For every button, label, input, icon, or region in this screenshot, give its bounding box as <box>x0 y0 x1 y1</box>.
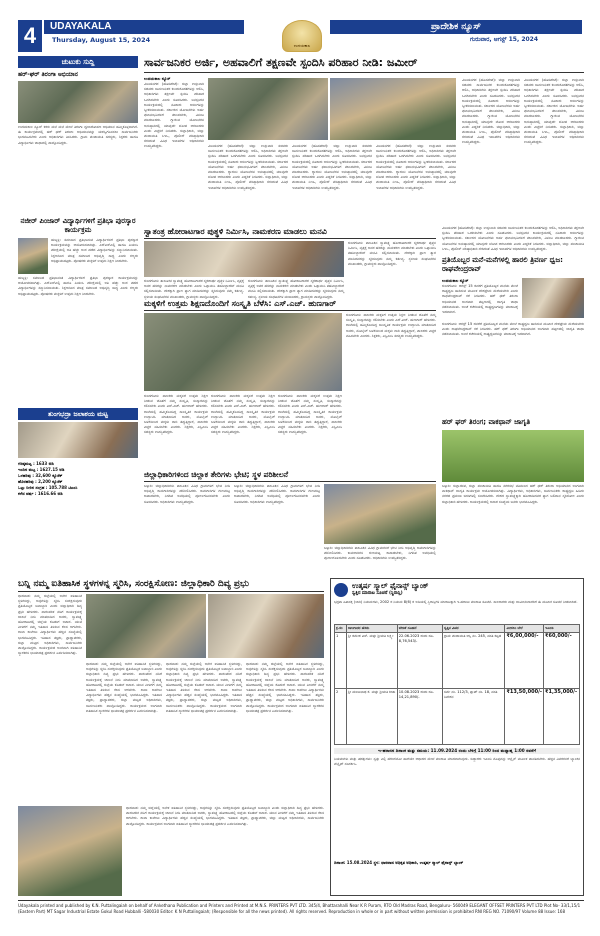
story2-text-2: ಕುಂದಗೋಳ: ತಾಲೂಕಿನ ಸ್ವಾತಂತ್ರ್ಯ ಹೋರಾಟಗಾರರ ಸ್ಮರಣಾರ್ಥ ಪುತ್ಥಳಿ ನಿರ್ಮಿಸಿ, ವೃತ್ತಕ್ಕೆ ಅವರ ಹೆಸರನ್ನು ನಾಮಕರಣ ಮಾಡಬೇಕು ಎಂದು ಒತ್ತಾಯಿಸಿ ತಹಸೀಲ್ದಾರರಿಗೆ ಮನವಿ ಸಲ್ಲಿಸಲಾಯಿತು. ದೇಶಕ್ಕಾಗಿ ಪ್ರಾಣ ತ್ಯಾಗ ಮಾಡಿದವರನ್ನು ಸ್ಮರಿಸುವುದು ನಮ್ಮ ಕರ್ತವ್ಯ. ಸ್ಥಳೀಯ ಸಂಘಟನೆಗಳ ಮುಖಂಡರು, ಗ್ರಾಮಸ್ಥರು ಪಾಲ್ಗೊಂಡಿದ್ದರು. <box>248 279 344 299</box>
bank-logo <box>334 583 348 597</box>
dam-line: ಒಳಹರಿವು : 32,600 ಕ್ಯೂಸೆಕ್ <box>18 473 63 478</box>
story2-photo <box>144 241 344 277</box>
story3-text-1: ಕುಂದಗೋಳ: ಪಾಲಕರು ಮಕ್ಕಳಿಗೆ ಉತ್ತಮ ಶಿಕ್ಷಣ ನೀಡುವ ಜೊತೆಗೆ ನಮ್ಮ ಸಂಸ್ಕೃತಿ, ಸಂಸ್ಕಾರವನ್ನು ಕಲಿಸಬೇಕು ಎಂದು ಎಸ್.ಎಚ್. ಹುಣಗಾರ್ ಹೇಳಿದರು. ಶಾಲೆಯಲ್ಲಿ ಹಮ್ಮಿಕೊಂಡಿದ್ದ ಸಾಂಸ್ಕೃತಿಕ ಕಾರ್ಯಕ್ರಮ ಉದ್ಘಾಟಿಸಿ ಮಾತನಾಡಿದ ಅವರು, ಮೊಬೈಲ್ ಬಳಕೆಯಿಂದ ಮಕ್ಕಳು ದಾರಿ ತಪ್ಪುತ್ತಿದ್ದಾರೆ, ಪಾಲಕರು ಎಚ್ಚರ ವಹಿಸಬೇಕು ಎಂದರು. ಶಿಕ್ಷಕರು, ಎಸ್ಡಿಎಂಸಿ ಸದಸ್ಯರು ಉಪಸ್ಥಿತರಿದ್ದರು. <box>144 394 208 435</box>
dam-line: ಹೊರಹರಿವು : 2,200 ಕ್ಯೂಸೆಕ್ <box>18 479 63 484</box>
imprint-footer: Udayakala printed and published by K.N. Puttalingaiah on behalf of Ankethana Publication and Printers and Printed at M.N.S. PRINTERS PVT LTD. 345/4, Bhattarahalli Near K R Puram, RTO Old Madras Road, Bengaluru- 560049 ELEGANT OFFSET PRINTERS PVT LTD Plot No- 33/1,15/1 (Eastern Part) MT Sagar Industrial Estate Gokul Road Hubballi -580030 Editor: K N Puttalingaiah; (Responsible for all the news printed). All rights reserved. Reproduction in whole or in part without written permission is prohibited RNI REG NO. 71090/97 Volume 88 Issue: 168 <box>18 900 584 924</box>
page-number: 4 <box>23 23 37 48</box>
ad-col-header: ಕ್ರ.ಸಂ <box>335 625 347 633</box>
bottom-text-4: ಧಾರವಾಡ: ನಮ್ಮ ಜಿಲ್ಲೆಯಲ್ಲಿ ಅನೇಕ ಐತಿಹಾಸಿಕ ಸ್ಥಳಗಳಿದ್ದು, ಅವುಗಳನ್ನು ಸ್ಮರಿಸಿ ಸಂರಕ್ಷಿಸುವುದು ಪ್ರತಿಯೊಬ್ಬರ ಜವಾಬ್ದಾರಿ ಎಂದು ಜಿಲ್ಲಾಧಿಕಾರಿ ದಿವ್ಯ ಪ್ರಭು ಹೇಳಿದರು. ಪಾರಂಪರಿಕ ನಡಿಗೆ ಕಾರ್ಯಕ್ರಮಕ್ಕೆ ಚಾಲನೆ ನೀಡಿ ಮಾತನಾಡಿದ ಅವರು, ಸ್ವಾತಂತ್ರ್ಯ ಹೋರಾಟದಲ್ಲಿ ಜಿಲ್ಲೆಯ ಕೊಡುಗೆ ಅಪಾರ. ಯುವ ಪೀಳಿಗೆಗೆ ನಮ್ಮ ಇತಿಹಾಸ ತಿಳಿಸುವ ಕೆಲಸ ಆಗಬೇಕು. ಶಾಲಾ ಕಾಲೇಜು ವಿದ್ಯಾರ್ಥಿಗಳು ಹೆಚ್ಚಿನ ಸಂಖ್ಯೆಯಲ್ಲಿ ಭಾಗವಹಿಸಿದ್ದರು. ಇತಿಹಾಸ ತಜ್ಞರು, ಪ್ರಾಧ್ಯಾಪಕರು, ಜಿಲ್ಲಾ ಮಟ್ಟದ ಅಧಿಕಾರಿಗಳು, ಸಾರ್ವಜನಿಕರು ಪಾಲ್ಗೊಂಡಿದ್ದರು. ಕಾರ್ಯಕ್ರಮದ ಅಂಗವಾಗಿ ಐತಿಹಾಸಿಕ ಸ್ಮಾರಕಗಳ ಛಾಯಾಚಿತ್ರ ಪ್ರದರ್ಶನ ಏರ್ಪಡಿಸಲಾಗಿತ್ತು. <box>246 662 324 713</box>
short-news-title: ಚುಟುಕು ಸುದ್ದಿ <box>18 56 138 68</box>
kannada-name-bar <box>330 20 582 34</box>
page-number-box <box>18 20 42 52</box>
emblem <box>282 20 322 52</box>
ad-table <box>334 624 580 745</box>
kannada-date: ಗುರುವಾರ, ಆಗಸ್ಟ್ 15, 2024 <box>470 36 539 43</box>
ad-cell: 1 <box>335 633 347 689</box>
left-text-2a: ಹುಬ್ಬಳ್ಳಿ: ಸಮಾಜದ ಪ್ರತಿಭಾವಂತ ವಿದ್ಯಾರ್ಥಿಗಳಿಗೆ ಪ್ರತಿಭಾ ಪುರಸ್ಕಾರ ಕಾರ್ಯಕ್ರಮವನ್ನು ಆಯೋಜಿಸಲಾಗಿತ್ತು. ಎಸ್ಎಸ್ಎಲ್ಸಿ ಹಾಗೂ ಪಿಯುಸಿ ಪರೀಕ್ಷೆಯಲ್ಲಿ ಅತಿ ಹೆಚ್ಚು ಅಂಕ ಪಡೆದ ವಿದ್ಯಾರ್ಥಿಗಳನ್ನು ಸನ್ಮಾನಿಸಲಾಯಿತು. ಶಿಕ್ಷಣದಿಂದ ಮಾತ್ರ ಸಮಾಜದ ಅಭಿವೃದ್ಧಿ ಸಾಧ್ಯ ಎಂದು ಗಣ್ಯರು ಅಭಿಪ್ರಾಯಪಟ್ಟರು. ಪೋಷಕರು ಮಕ್ಕಳಿಗೆ ಉತ್ತಮ ಶಿಕ್ಷಣ ನೀಡಬೇಕು. <box>51 238 138 263</box>
bottom-photo-1 <box>86 594 206 658</box>
story3-text-2: ಕುಂದಗೋಳ: ಪಾಲಕರು ಮಕ್ಕಳಿಗೆ ಉತ್ತಮ ಶಿಕ್ಷಣ ನೀಡುವ ಜೊತೆಗೆ ನಮ್ಮ ಸಂಸ್ಕೃತಿ, ಸಂಸ್ಕಾರವನ್ನು ಕಲಿಸಬೇಕು ಎಂದು ಎಸ್.ಎಚ್. ಹುಣಗಾರ್ ಹೇಳಿದರು. ಶಾಲೆಯಲ್ಲಿ ಹಮ್ಮಿಕೊಂಡಿದ್ದ ಸಾಂಸ್ಕೃತಿಕ ಕಾರ್ಯಕ್ರಮ ಉದ್ಘಾಟಿಸಿ ಮಾತನಾಡಿದ ಅವರು, ಮೊಬೈಲ್ ಬಳಕೆಯಿಂದ ಮಕ್ಕಳು ದಾರಿ ತಪ್ಪುತ್ತಿದ್ದಾರೆ, ಪಾಲಕರು ಎಚ್ಚರ ವಹಿಸಬೇಕು ಎಂದರು. ಶಿಕ್ಷಕರು, ಎಸ್ಡಿಎಂಸಿ ಸದಸ್ಯರು ಉಪಸ್ಥಿತರಿದ್ದರು. <box>211 394 275 435</box>
story6-headline: ಜಿಲ್ಲಾಧಿಕಾರಿಗಳಿಂದ ಚಿಲ್ಲಾಕ ತೇರಿಗಳು ಭೇಟಿ; ಸ್ಥಳ ಪರಿಶೀಲನೆ <box>144 470 289 479</box>
right-top-text: ವಿಜಯನಗರ (ಹೊಸಪೇಟೆ): ಜಿಲ್ಲಾ ಉಸ್ತುವಾರಿ ಸಚಿವರು ಸಾರ್ವಜನಿಕರ ಕುಂದುಕೊರತೆಗಳನ್ನು ಆಲಿಸಿ, ಅಧಿಕಾರಿಗಳು ತಕ್ಷಣವೇ ಸ್ಪಂದಿಸಿ ಪರಿಹಾರ ಒದಗಿಸಬೇಕು ಎಂದು ಸೂಚಿಸಿದರು. ಜನಸ್ಪಂದನ ಕಾರ್ಯಕ್ರಮದಲ್ಲಿ ನೂರಾರು ಅರ್ಜಿಗಳನ್ನು ಸ್ವೀಕರಿಸಲಾಯಿತು. ಸರ್ಕಾರದ ಯೋಜನೆಗಳು ಅರ್ಹ ಫಲಾನುಭವಿಗಳಿಗೆ ತಲುಪಬೇಕು, ವಿಳಂಬ ಮಾಡಬಾರದು. ಗ್ಯಾರಂಟಿ ಯೋಜನೆಗಳ ಅನುಷ್ಠಾನದಲ್ಲಿ ಯಾವುದೇ ಲೋಪ ಆಗಬಾರದು ಎಂದು ಎಚ್ಚರಿಕೆ ನೀಡಿದರು. ಜಿಲ್ಲಾಧಿಕಾರಿ, ಜಿಲ್ಲಾ ಪಂಚಾಯಿತಿ ಸಿಇಒ, ಪೊಲೀಸ್ ವರಿಷ್ಠಾಧಿಕಾರಿ ಸೇರಿದಂತೆ ವಿವಿಧ ಇಲಾಖೆಗಳ ಅಧಿಕಾರಿಗಳು ಉಪಸ್ಥಿತರಿದ್ದರು. <box>442 226 584 251</box>
ad-col-header: ಬೇಡಿಕೆ ಸೂಚನೆ <box>397 625 442 633</box>
bottom-headline: ಬನ್ನಿ ನಮ್ಮ ಐತಿಹಾಸಿಕ ಸ್ಥಳಗಳನ್ನ ಸ್ಮರಿಸಿ, ಸಂರಕ್ಷಿಸೋಣ: ಜಿಲ್ಲಾಧಿಕಾರಿ ದಿವ್ಯ ಪ್ರಭು <box>18 579 250 589</box>
story3-text-3: ಕುಂದಗೋಳ: ಪಾಲಕರು ಮಕ್ಕಳಿಗೆ ಉತ್ತಮ ಶಿಕ್ಷಣ ನೀಡುವ ಜೊತೆಗೆ ನಮ್ಮ ಸಂಸ್ಕೃತಿ, ಸಂಸ್ಕಾರವನ್ನು ಕಲಿಸಬೇಕು ಎಂದು ಎಸ್.ಎಚ್. ಹುಣಗಾರ್ ಹೇಳಿದರು. ಶಾಲೆಯಲ್ಲಿ ಹಮ್ಮಿಕೊಂಡಿದ್ದ ಸಾಂಸ್ಕೃತಿಕ ಕಾರ್ಯಕ್ರಮ ಉದ್ಘಾಟಿಸಿ ಮಾತನಾಡಿದ ಅವರು, ಮೊಬೈಲ್ ಬಳಕೆಯಿಂದ ಮಕ್ಕಳು ದಾರಿ ತಪ್ಪುತ್ತಿದ್ದಾರೆ, ಪಾಲಕರು ಎಚ್ಚರ ವಹಿಸಬೇಕು ಎಂದರು. ಶಿಕ್ಷಕರು, ಎಸ್ಡಿಎಂಸಿ ಸದಸ್ಯರು ಉಪಸ್ಥಿತರಿದ್ದರು. <box>278 394 342 435</box>
bottom-text-5: ಧಾರವಾಡ: ನಮ್ಮ ಜಿಲ್ಲೆಯಲ್ಲಿ ಅನೇಕ ಐತಿಹಾಸಿಕ ಸ್ಥಳಗಳಿದ್ದು, ಅವುಗಳನ್ನು ಸ್ಮರಿಸಿ ಸಂರಕ್ಷಿಸುವುದು ಪ್ರತಿಯೊಬ್ಬರ ಜವಾಬ್ದಾರಿ ಎಂದು ಜಿಲ್ಲಾಧಿಕಾರಿ ದಿವ್ಯ ಪ್ರಭು ಹೇಳಿದರು. ಪಾರಂಪರಿಕ ನಡಿಗೆ ಕಾರ್ಯಕ್ರಮಕ್ಕೆ ಚಾಲನೆ ನೀಡಿ ಮಾತನಾಡಿದ ಅವರು, ಸ್ವಾತಂತ್ರ್ಯ ಹೋರಾಟದಲ್ಲಿ ಜಿಲ್ಲೆಯ ಕೊಡುಗೆ ಅಪಾರ. ಯುವ ಪೀಳಿಗೆಗೆ ನಮ್ಮ ಇತಿಹಾಸ ತಿಳಿಸುವ ಕೆಲಸ ಆಗಬೇಕು. ಶಾಲಾ ಕಾಲೇಜು ವಿದ್ಯಾರ್ಥಿಗಳು ಹೆಚ್ಚಿನ ಸಂಖ್ಯೆಯಲ್ಲಿ ಭಾಗವಹಿಸಿದ್ದರು. ಇತಿಹಾಸ ತಜ್ಞರು, ಪ್ರಾಧ್ಯಾಪಕರು, ಜಿಲ್ಲಾ ಮಟ್ಟದ ಅಧಿಕಾರಿಗಳು, ಸಾರ್ವಜನಿಕರು ಪಾಲ್ಗೊಂಡಿದ್ದರು. ಕಾರ್ಯಕ್ರಮದ ಅಂಗವಾಗಿ ಐತಿಹಾಸಿಕ ಸ್ಮಾರಕಗಳ ಛಾಯಾಚಿತ್ರ ಪ್ರದರ್ಶನ ಏರ್ಪಡಿಸಲಾಗಿತ್ತು. <box>126 806 324 826</box>
story-6 <box>144 470 436 574</box>
bottom-story <box>18 578 324 896</box>
ad-cell: 10.08.2023 ರಂದು ರೂ. 14,21,890/- <box>397 689 442 745</box>
story-5 <box>442 418 584 574</box>
ad-cell: ₹6,00,000/- <box>505 633 544 689</box>
dam-line: ಕಳೆದ ವರ್ಷ : 1616.66 ಅಡಿ <box>18 491 63 496</box>
top-text-col6: ವಿಜಯನಗರ (ಹೊಸಪೇಟೆ): ಜಿಲ್ಲಾ ಉಸ್ತುವಾರಿ ಸಚಿವರು ಸಾರ್ವಜನಿಕರ ಕುಂದುಕೊರತೆಗಳನ್ನು ಆಲಿಸಿ, ಅಧಿಕಾರಿಗಳು ತಕ್ಷಣವೇ ಸ್ಪಂದಿಸಿ ಪರಿಹಾರ ಒದಗಿಸಬೇಕು ಎಂದು ಸೂಚಿಸಿದರು. ಜನಸ್ಪಂದನ ಕಾರ್ಯಕ್ರಮದಲ್ಲಿ ನೂರಾರು ಅರ್ಜಿಗಳನ್ನು ಸ್ವೀಕರಿಸಲಾಯಿತು. ಸರ್ಕಾರದ ಯೋಜನೆಗಳು ಅರ್ಹ ಫಲಾನುಭವಿಗಳಿಗೆ ತಲುಪಬೇಕು, ವಿಳಂಬ ಮಾಡಬಾರದು. ಗ್ಯಾರಂಟಿ ಯೋಜನೆಗಳ ಅನುಷ್ಠಾನದಲ್ಲಿ ಯಾವುದೇ ಲೋಪ ಆಗಬಾರದು ಎಂದು ಎಚ್ಚರಿಕೆ ನೀಡಿದರು. ಜಿಲ್ಲಾಧಿಕಾರಿ, ಜಿಲ್ಲಾ ಪಂಚಾಯಿತಿ ಸಿಇಒ, ಪೊಲೀಸ್ ವರಿಷ್ಠಾಧಿಕಾರಿ ಸೇರಿದಂತೆ ವಿವಿಧ ಇಲಾಖೆಗಳ ಅಧಿಕಾರಿಗಳು ಉಪಸ್ಥಿತರಿದ್ದರು. <box>524 78 584 145</box>
top-text-col1: ವಿಜಯನಗರ (ಹೊಸಪೇಟೆ): ಜಿಲ್ಲಾ ಉಸ್ತುವಾರಿ ಸಚಿವರು ಸಾರ್ವಜನಿಕರ ಕುಂದುಕೊರತೆಗಳನ್ನು ಆಲಿಸಿ, ಅಧಿಕಾರಿಗಳು ತಕ್ಷಣವೇ ಸ್ಪಂದಿಸಿ ಪರಿಹಾರ ಒದಗಿಸಬೇಕು ಎಂದು ಸೂಚಿಸಿದರು. ಜನಸ್ಪಂದನ ಕಾರ್ಯಕ್ರಮದಲ್ಲಿ ನೂರಾರು ಅರ್ಜಿಗಳನ್ನು ಸ್ವೀಕರಿಸಲಾಯಿತು. ಸರ್ಕಾರದ ಯೋಜನೆಗಳು ಅರ್ಹ ಫಲಾನುಭವಿಗಳಿಗೆ ತಲುಪಬೇಕು, ವಿಳಂಬ ಮಾಡಬಾರದು. ಗ್ಯಾರಂಟಿ ಯೋಜನೆಗಳ ಅನುಷ್ಠಾನದಲ್ಲಿ ಯಾವುದೇ ಲೋಪ ಆಗಬಾರದು ಎಂದು ಎಚ್ಚರಿಕೆ ನೀಡಿದರು. ಜಿಲ್ಲಾಧಿಕಾರಿ, ಜಿಲ್ಲಾ ಪಂಚಾಯಿತಿ ಸಿಇಒ, ಪೊಲೀಸ್ ವರಿಷ್ಠಾಧಿಕಾರಿ ಸೇರಿದಂತೆ ವಿವಿಧ ಇಲಾಖೆಗಳ ಅಧಿಕಾರಿಗಳು ಉಪಸ್ಥಿತರಿದ್ದರು. <box>144 82 204 149</box>
left-photo-1 <box>18 81 138 123</box>
bottom-photo-3 <box>18 806 122 896</box>
ad-sign: ದಿನಾಂಕ: 15.08.2024 ಸ್ಥಳ: ಧಾರವಾಡ ಅಧಿಕೃತ ಅಧಿಕಾರಿ, ಉತ್ಕರ್ಷ ಸ್ಮಾಲ್ ಫೈನಾನ್ಸ್ ಬ್ಯಾಂಕ್ <box>334 860 464 865</box>
bottom-text-1: ಧಾರವಾಡ: ನಮ್ಮ ಜಿಲ್ಲೆಯಲ್ಲಿ ಅನೇಕ ಐತಿಹಾಸಿಕ ಸ್ಥಳಗಳಿದ್ದು, ಅವುಗಳನ್ನು ಸ್ಮರಿಸಿ ಸಂರಕ್ಷಿಸುವುದು ಪ್ರತಿಯೊಬ್ಬರ ಜವಾಬ್ದಾರಿ ಎಂದು ಜಿಲ್ಲಾಧಿಕಾರಿ ದಿವ್ಯ ಪ್ರಭು ಹೇಳಿದರು. ಪಾರಂಪರಿಕ ನಡಿಗೆ ಕಾರ್ಯಕ್ರಮಕ್ಕೆ ಚಾಲನೆ ನೀಡಿ ಮಾತನಾಡಿದ ಅವರು, ಸ್ವಾತಂತ್ರ್ಯ ಹೋರಾಟದಲ್ಲಿ ಜಿಲ್ಲೆಯ ಕೊಡುಗೆ ಅಪಾರ. ಯುವ ಪೀಳಿಗೆಗೆ ನಮ್ಮ ಇತಿಹಾಸ ತಿಳಿಸುವ ಕೆಲಸ ಆಗಬೇಕು. ಶಾಲಾ ಕಾಲೇಜು ವಿದ್ಯಾರ್ಥಿಗಳು ಹೆಚ್ಚಿನ ಸಂಖ್ಯೆಯಲ್ಲಿ ಭಾಗವಹಿಸಿದ್ದರು. ಇತಿಹಾಸ ತಜ್ಞರು, ಪ್ರಾಧ್ಯಾಪಕರು, ಜಿಲ್ಲಾ ಮಟ್ಟದ ಅಧಿಕಾರಿಗಳು, ಸಾರ್ವಜನಿಕರು ಪಾಲ್ಗೊಂಡಿದ್ದರು. ಕಾರ್ಯಕ್ರಮದ ಅಂಗವಾಗಿ ಐತಿಹಾಸಿಕ ಸ್ಮಾರಕಗಳ ಛಾಯಾಚಿತ್ರ ಪ್ರದರ್ಶನ ಏರ್ಪಡಿಸಲಾಗಿತ್ತು. <box>18 594 82 656</box>
top-headline: ಸಾರ್ವಜನಿಕರ ಅರ್ಜಿ, ಅಹವಾಲಿಗೆ ತಕ್ಷಣವೇ ಸ್ಪಂದಿಸಿ ಪರಿಹಾರ ನೀಡಿ: ಜಮೀರ್ <box>144 56 418 69</box>
story6-text-2: ಬಳ್ಳಾರಿ: ಜಿಲ್ಲಾಧಿಕಾರಿಗಳು ತಾಲೂಕಿನ ವಿವಿಧ ಗ್ರಾಮಗಳಿಗೆ ಭೇಟಿ ನೀಡಿ ಅಭಿವೃದ್ಧಿ ಕಾಮಗಾರಿಗಳನ್ನು ಪರಿಶೀಲಿಸಿದರು. ಕಾಮಗಾರಿಗಳ ಗುಣಮಟ್ಟ ಕಾಪಾಡಬೇಕು, ನಿಗದಿತ ಅವಧಿಯಲ್ಲಿ ಪೂರ್ಣಗೊಳಿಸಬೇಕು ಎಂದು ಸೂಚಿಸಿದರು. ಅಧಿಕಾರಿಗಳು ಉಪಸ್ಥಿತರಿದ್ದರು. <box>234 484 320 504</box>
emblem-text: ಉದಯಕಾಲ <box>293 43 311 49</box>
ad-col-header: ಸ್ವತ್ತಿನ ವಿವರ <box>443 625 505 633</box>
ad-auction-date: ಇ-ಹರಾಜಿನ ದಿನಾಂಕ ಮತ್ತು ಸಮಯ: 11.09.2024 ರಂದು ಬೆಳಿಗ್ಗೆ 11:00 ರಿಂದ ಮಧ್ಯಾಹ್ನ 1:00 ರವರೆಗೆ <box>334 748 580 754</box>
top-byline: ಉದಯಕಾಲ ನ್ಯೂಸ್ <box>144 76 171 81</box>
story4-headline: ಪ್ರತಿಯೊಬ್ಬರ ಮನೆ-ಮನೆಗಳಲ್ಲಿ ಹಾರಲಿ ತ್ರಿವರ್ಣ ಧ್ವಜ: ರಾಘವೇಂದ್ರರಾವ್ <box>442 256 563 273</box>
ad-cell: ಸರ್ವೆ ನಂ. 112/3, ಪ್ಲಾಟ್ ನಂ. 18, ವಸತಿ ನಿವೇಶನ <box>443 689 505 745</box>
top-text-col4: ವಿಜಯನಗರ (ಹೊಸಪೇಟೆ): ಜಿಲ್ಲಾ ಉಸ್ತುವಾರಿ ಸಚಿವರು ಸಾರ್ವಜನಿಕರ ಕುಂದುಕೊರತೆಗಳನ್ನು ಆಲಿಸಿ, ಅಧಿಕಾರಿಗಳು ತಕ್ಷಣವೇ ಸ್ಪಂದಿಸಿ ಪರಿಹಾರ ಒದಗಿಸಬೇಕು ಎಂದು ಸೂಚಿಸಿದರು. ಜನಸ್ಪಂದನ ಕಾರ್ಯಕ್ರಮದಲ್ಲಿ ನೂರಾರು ಅರ್ಜಿಗಳನ್ನು ಸ್ವೀಕರಿಸಲಾಯಿತು. ಸರ್ಕಾರದ ಯೋಜನೆಗಳು ಅರ್ಹ ಫಲಾನುಭವಿಗಳಿಗೆ ತಲುಪಬೇಕು, ವಿಳಂಬ ಮಾಡಬಾರದು. ಗ್ಯಾರಂಟಿ ಯೋಜನೆಗಳ ಅನುಷ್ಠಾನದಲ್ಲಿ ಯಾವುದೇ ಲೋಪ ಆಗಬಾರದು ಎಂದು ಎಚ್ಚರಿಕೆ ನೀಡಿದರು. ಜಿಲ್ಲಾಧಿಕಾರಿ, ಜಿಲ್ಲಾ ಪಂಚಾಯಿತಿ ಸಿಇಒ, ಪೊಲೀಸ್ ವರಿಷ್ಠಾಧಿಕಾರಿ ಸೇರಿದಂತೆ ವಿವಿಧ ಇಲಾಖೆಗಳ ಅಧಿಕಾರಿಗಳು ಉಪಸ್ಥಿತರಿದ್ದರು. <box>376 144 456 190</box>
ad-cell: ₹1,35,000/- <box>544 689 580 745</box>
story3-headline: ಮಕ್ಕಳಿಗೆ ಉತ್ತಮ ಶಿಕ್ಷಣದೊಂದಿಗೆ ಸಂಸ್ಕೃತಿ ಬೆಳೆಸಿ: ಎಸ್.ಎಚ್. ಹುಣಗಾರ್ <box>144 299 337 308</box>
story6-text-1: ಬಳ್ಳಾರಿ: ಜಿಲ್ಲಾಧಿಕಾರಿಗಳು ತಾಲೂಕಿನ ವಿವಿಧ ಗ್ರಾಮಗಳಿಗೆ ಭೇಟಿ ನೀಡಿ ಅಭಿವೃದ್ಧಿ ಕಾಮಗಾರಿಗಳನ್ನು ಪರಿಶೀಲಿಸಿದರು. ಕಾಮಗಾರಿಗಳ ಗುಣಮಟ್ಟ ಕಾಪಾಡಬೇಕು, ನಿಗದಿತ ಅವಧಿಯಲ್ಲಿ ಪೂರ್ಣಗೊಳಿಸಬೇಕು ಎಂದು ಸೂಚಿಸಿದರು. ಅಧಿಕಾರಿಗಳು ಉಪಸ್ಥಿತರಿದ್ದರು. <box>144 484 230 504</box>
left-text-2: ಹುಬ್ಬಳ್ಳಿ: ಸಮಾಜದ ಪ್ರತಿಭಾವಂತ ವಿದ್ಯಾರ್ಥಿಗಳಿಗೆ ಪ್ರತಿಭಾ ಪುರಸ್ಕಾರ ಕಾರ್ಯಕ್ರಮವನ್ನು ಆಯೋಜಿಸಲಾಗಿತ್ತು. ಎಸ್ಎಸ್ಎಲ್ಸಿ ಹಾಗೂ ಪಿಯುಸಿ ಪರೀಕ್ಷೆಯಲ್ಲಿ ಅತಿ ಹೆಚ್ಚು ಅಂಕ ಪಡೆದ ವಿದ್ಯಾರ್ಥಿಗಳನ್ನು ಸನ್ಮಾನಿಸಲಾಯಿತು. ಶಿಕ್ಷಣದಿಂದ ಮಾತ್ರ ಸಮಾಜದ ಅಭಿವೃದ್ಧಿ ಸಾಧ್ಯ ಎಂದು ಗಣ್ಯರು ಅಭಿಪ್ರಾಯಪಟ್ಟರು. ಪೋಷಕರು ಮಕ್ಕಳಿಗೆ ಉತ್ತಮ ಶಿಕ್ಷಣ ನೀಡಬೇಕು. <box>18 276 138 296</box>
dam-line: ಇಂದಿನ ಮಟ್ಟ : 1627.15 ಅಡಿ <box>18 467 65 472</box>
story5-text: ಬಳ್ಳಾರಿ: ಜಿಲ್ಲಾಡಳಿತ, ಜಿಲ್ಲಾ ಪಂಚಾಯಿತಿ ಹಾಗೂ ನಗರಸಭೆ ವತಿಯಿಂದ ಹರ್ ಘರ್ ತಿರಂಗಾ ಅಭಿಯಾನದ ಅಂಗವಾಗಿ ವಾಕಥಾನ್ ಜಾಗೃತಿ ಕಾರ್ಯಕ್ರಮ ಆಯೋಜಿಸಲಾಗಿತ್ತು. ವಿದ್ಯಾರ್ಥಿಗಳು, ಅಧಿಕಾರಿಗಳು, ಸಾರ್ವಜನಿಕರು ರಾಷ್ಟ್ರಧ್ವಜ ಹಿಡಿದು ನಗರದ ಪ್ರಮುಖ ಬೀದಿಗಳಲ್ಲಿ ಸಂಚರಿಸಿದರು. ದೇಶದ ಸ್ವಾತಂತ್ರ್ಯಕ್ಕಾಗಿ ಹೋರಾಡಿದವರ ತ್ಯಾಗ ಬಲಿದಾನ ಸ್ಮರಿಸೋಣ ಎಂದು ಜಿಲ್ಲಾಧಿಕಾರಿ ಹೇಳಿದರು. ಕಾರ್ಯಕ್ರಮದಲ್ಲಿ ಅಪಾರ ಸಂಖ್ಯೆಯ ಜನರು ಭಾಗವಹಿಸಿದ್ದರು. <box>442 484 584 504</box>
ad-cell: ₹60,000/- <box>544 633 580 689</box>
left-headline-1: ಹರ್-ಘರ್ ತಿರಂಗಾ ಅಭಿಯಾನ <box>18 71 78 78</box>
ad-col-header: ಮೀಸಲು ಬೆಲೆ <box>505 625 544 633</box>
top-text-col3: ವಿಜಯನಗರ (ಹೊಸಪೇಟೆ): ಜಿಲ್ಲಾ ಉಸ್ತುವಾರಿ ಸಚಿವರು ಸಾರ್ವಜನಿಕರ ಕುಂದುಕೊರತೆಗಳನ್ನು ಆಲಿಸಿ, ಅಧಿಕಾರಿಗಳು ತಕ್ಷಣವೇ ಸ್ಪಂದಿಸಿ ಪರಿಹಾರ ಒದಗಿಸಬೇಕು ಎಂದು ಸೂಚಿಸಿದರು. ಜನಸ್ಪಂದನ ಕಾರ್ಯಕ್ರಮದಲ್ಲಿ ನೂರಾರು ಅರ್ಜಿಗಳನ್ನು ಸ್ವೀಕರಿಸಲಾಯಿತು. ಸರ್ಕಾರದ ಯೋಜನೆಗಳು ಅರ್ಹ ಫಲಾನುಭವಿಗಳಿಗೆ ತಲುಪಬೇಕು, ವಿಳಂಬ ಮಾಡಬಾರದು. ಗ್ಯಾರಂಟಿ ಯೋಜನೆಗಳ ಅನುಷ್ಠಾನದಲ್ಲಿ ಯಾವುದೇ ಲೋಪ ಆಗಬಾರದು ಎಂದು ಎಚ್ಚರಿಕೆ ನೀಡಿದರು. ಜಿಲ್ಲಾಧಿಕಾರಿ, ಜಿಲ್ಲಾ ಪಂಚಾಯಿತಿ ಸಿಇಒ, ಪೊಲೀಸ್ ವರಿಷ್ಠಾಧಿಕಾರಿ ಸೇರಿದಂತೆ ವಿವಿಧ ಇಲಾಖೆಗಳ ಅಧಿಕಾರಿಗಳು ಉಪಸ್ಥಿತರಿದ್ದರು. <box>292 144 372 190</box>
dam-stats <box>18 461 138 497</box>
top-photo-2 <box>330 78 456 140</box>
right-column <box>442 226 584 574</box>
left-text-1: ಉದಯಕಾಲ ನ್ಯೂಸ್ ಕರಕು ಮನೆ ಮನೆ ಮೇಲೆ ತಿರಂಗಾ ಧ್ವಜಾರೋಹಣ ಅಭಿಯಾನ ಹಮ್ಮಿಕೊಳ್ಳಲಾಗಿದೆ. ಈ ಕಾರ್ಯಕ್ರಮದಲ್ಲಿ ಹರ್ ಘರ್ ತಿರಂಗಾ ಅಭಿಯಾನವನ್ನು ಯಶಸ್ವಿಗೊಳಿಸಲು ಸಾರ್ವಜನಿಕರು ಭಾಗವಹಿಸಬೇಕು ಎಂದು ಅಧಿಕಾರಿಗಳು ತಿಳಿಸಿದರು. ಗ್ರಾಮ ಪಂಚಾಯಿತಿ ಸದಸ್ಯರು, ಶಿಕ್ಷಕರು ಹಾಗೂ ವಿದ್ಯಾರ್ಥಿಗಳು ಜಾಥಾದಲ್ಲಿ ಪಾಲ್ಗೊಂಡಿದ್ದರು. <box>18 125 138 145</box>
story4-text-1: ಕುಂದಗೋಳ: ಆಗಸ್ಟ್ 15 ರವರೆಗೆ ಪ್ರತಿಯೊಬ್ಬರ ಮನೆಯ ಮೇಲೆ ರಾಷ್ಟ್ರಧ್ವಜ ಹಾರಿಸುವ ಮೂಲಕ ದೇಶಪ್ರೇಮ ಮೆರೆಯಬೇಕು ಎಂದು ರಾಘವೇಂದ್ರರಾವ್ ಕರೆ ನೀಡಿದರು. ಹರ್ ಘರ್ ತಿರಂಗಾ ಅಭಿಯಾನದ ಅಂಗವಾಗಿ ಪಟ್ಟಣದಲ್ಲಿ ಜಾಗೃತಿ ಜಾಥಾ ನಡೆಸಲಾಯಿತು. ಅಂಚೆ ಕಚೇರಿಯಲ್ಲಿ ರಾಷ್ಟ್ರಧ್ವಜಗಳನ್ನು ಮಾರಾಟಕ್ಕೆ ಇಡಲಾಗಿದೆ. <box>442 284 518 315</box>
bottom-text-3: ಧಾರವಾಡ: ನಮ್ಮ ಜಿಲ್ಲೆಯಲ್ಲಿ ಅನೇಕ ಐತಿಹಾಸಿಕ ಸ್ಥಳಗಳಿದ್ದು, ಅವುಗಳನ್ನು ಸ್ಮರಿಸಿ ಸಂರಕ್ಷಿಸುವುದು ಪ್ರತಿಯೊಬ್ಬರ ಜವಾಬ್ದಾರಿ ಎಂದು ಜಿಲ್ಲಾಧಿಕಾರಿ ದಿವ್ಯ ಪ್ರಭು ಹೇಳಿದರು. ಪಾರಂಪರಿಕ ನಡಿಗೆ ಕಾರ್ಯಕ್ರಮಕ್ಕೆ ಚಾಲನೆ ನೀಡಿ ಮಾತನಾಡಿದ ಅವರು, ಸ್ವಾತಂತ್ರ್ಯ ಹೋರಾಟದಲ್ಲಿ ಜಿಲ್ಲೆಯ ಕೊಡುಗೆ ಅಪಾರ. ಯುವ ಪೀಳಿಗೆಗೆ ನಮ್ಮ ಇತಿಹಾಸ ತಿಳಿಸುವ ಕೆಲಸ ಆಗಬೇಕು. ಶಾಲಾ ಕಾಲೇಜು ವಿದ್ಯಾರ್ಥಿಗಳು ಹೆಚ್ಚಿನ ಸಂಖ್ಯೆಯಲ್ಲಿ ಭಾಗವಹಿಸಿದ್ದರು. ಇತಿಹಾಸ ತಜ್ಞರು, ಪ್ರಾಧ್ಯಾಪಕರು, ಜಿಲ್ಲಾ ಮಟ್ಟದ ಅಧಿಕಾರಿಗಳು, ಸಾರ್ವಜನಿಕರು ಪಾಲ್ಗೊಂಡಿದ್ದರು. ಕಾರ್ಯಕ್ರಮದ ಅಂಗವಾಗಿ ಐತಿಹಾಸಿಕ ಸ್ಮಾರಕಗಳ ಛಾಯಾಚಿತ್ರ ಪ್ರದರ್ಶನ ಏರ್ಪಡಿಸಲಾಗಿತ್ತು. <box>166 662 242 713</box>
story2-headline: ಸ್ವಾತಂತ್ರ ಹೋರಾಟಗಾರ ಪುತ್ಥಳಿ ನಿರ್ಮಿಸಿ, ನಾಮಕರಣ ಮಾಡಲು ಮನವಿ <box>144 227 327 236</box>
paper-name-bar <box>44 20 244 34</box>
ad-subtitle: ಸ್ವತ್ತಿನ ಮಾರಾಟ ಸೂಚನೆ (ಸ್ಥಿರಾಸ್ತಿ) <box>352 591 403 596</box>
ad-cell: 2 <box>335 689 347 745</box>
story5-photo <box>442 430 584 482</box>
ad-cell: ಗ್ರಾಮ ಪಂಚಾಯಿತಿ ಆಸ್ತಿ ನಂ. 245, ವಸತಿ ಕಟ್ಟಡ <box>443 633 505 689</box>
top-story <box>144 56 584 224</box>
ad-intro: ಭದ್ರತಾ ಹಿತಾಸಕ್ತಿ (ಜಾರಿ) ನಿಯಮಗಳು, 2002 ರ ನಿಯಮ 8(6) ರ ಅಡಿಯಲ್ಲಿ ಸ್ಥಿರಾಸ್ತಿಗಳ ಮಾರಾಟಕ್ಕಾಗಿ ಇ-ಹರಾಜು ಮಾರಾಟ ಸೂಚನೆ. ಸಾಲಗಾರರು ಮತ್ತು ಜಾಮೀನುದಾರರಿಗೆ ಈ ಮೂಲಕ ಸೂಚನೆ ನೀಡಲಾಗಿದೆ. <box>334 600 578 604</box>
dam-line: ಒಟ್ಟು ನೀರಿನ ಸಂಗ್ರಹ : 105.788 ಟಿಎಂಸಿ <box>18 485 78 490</box>
ad-terms: ನಿಯಮಗಳು ಮತ್ತು ಷರತ್ತುಗಳು: ಸ್ವತ್ತು ಎಲ್ಲಿ ಹೇಗಿದೆಯೋ ಹಾಗೆಯೇ ಆಧಾರದ ಮೇಲೆ ಮಾರಾಟ ಮಾಡಲಾಗುವುದು. ಬಿಡ್ದಾರರು ಇಎಂಡಿ ಮೊತ್ತವನ್ನು ಆನ್ಲೈನ್ ಮೂಲಕ ಪಾವತಿಸಬೇಕು. ಹೆಚ್ಚಿನ ವಿವರಗಳಿಗೆ ಬ್ಯಾಂಕಿನ ವೆಬ್ಸೈಟ್ ಸಂಪರ್ಕಿಸಿ. <box>334 757 580 767</box>
dam-photo <box>18 422 138 458</box>
story6-text-3: ಬಳ್ಳಾರಿ: ಜಿಲ್ಲಾಧಿಕಾರಿಗಳು ತಾಲೂಕಿನ ವಿವಿಧ ಗ್ರಾಮಗಳಿಗೆ ಭೇಟಿ ನೀಡಿ ಅಭಿವೃದ್ಧಿ ಕಾಮಗಾರಿಗಳನ್ನು ಪರಿಶೀಲಿಸಿದರು. ಕಾಮಗಾರಿಗಳ ಗುಣಮಟ್ಟ ಕಾಪಾಡಬೇಕು, ನಿಗದಿತ ಅವಧಿಯಲ್ಲಿ ಪೂರ್ಣಗೊಳಿಸಬೇಕು ಎಂದು ಸೂಚಿಸಿದರು. ಅಧಿಕಾರಿಗಳು ಉಪಸ್ಥಿತರಿದ್ದರು. <box>324 546 436 561</box>
story3-photo <box>144 313 342 391</box>
story4-photo <box>522 278 584 318</box>
top-photo-1 <box>208 78 328 140</box>
dam-title: ತುಂಗಭದ್ರಾ ಜಲಾಶಯ ಮಟ್ಟ <box>18 408 138 420</box>
story-2 <box>144 226 436 299</box>
ad-title: ಉತ್ಕರ್ಷ ಸ್ಮಾಲ್ ಫೈನಾನ್ಸ್ ಬ್ಯಾಂಕ್ <box>352 582 429 590</box>
left-column <box>18 56 138 574</box>
bank-ad <box>330 578 584 896</box>
left-headline-2: ನಜೀರ್ ಪಿಂಜಾರ್ ವಿದ್ಯಾರ್ಥಿಗಳಿಗೆ ಪ್ರತಿಭಾ ಪುರಸ್ಕಾರ ಕಾರ್ಯಕ್ರಮ <box>20 217 136 234</box>
top-text-col2: ವಿಜಯನಗರ (ಹೊಸಪೇಟೆ): ಜಿಲ್ಲಾ ಉಸ್ತುವಾರಿ ಸಚಿವರು ಸಾರ್ವಜನಿಕರ ಕುಂದುಕೊರತೆಗಳನ್ನು ಆಲಿಸಿ, ಅಧಿಕಾರಿಗಳು ತಕ್ಷಣವೇ ಸ್ಪಂದಿಸಿ ಪರಿಹಾರ ಒದಗಿಸಬೇಕು ಎಂದು ಸೂಚಿಸಿದರು. ಜನಸ್ಪಂದನ ಕಾರ್ಯಕ್ರಮದಲ್ಲಿ ನೂರಾರು ಅರ್ಜಿಗಳನ್ನು ಸ್ವೀಕರಿಸಲಾಯಿತು. ಸರ್ಕಾರದ ಯೋಜನೆಗಳು ಅರ್ಹ ಫಲಾನುಭವಿಗಳಿಗೆ ತಲುಪಬೇಕು, ವಿಳಂಬ ಮಾಡಬಾರದು. ಗ್ಯಾರಂಟಿ ಯೋಜನೆಗಳ ಅನುಷ್ಠಾನದಲ್ಲಿ ಯಾವುದೇ ಲೋಪ ಆಗಬಾರದು ಎಂದು ಎಚ್ಚರಿಕೆ ನೀಡಿದರು. ಜಿಲ್ಲಾಧಿಕಾರಿ, ಜಿಲ್ಲಾ ಪಂಚಾಯಿತಿ ಸಿಇಒ, ಪೊಲೀಸ್ ವರಿಷ್ಠಾಧಿಕಾರಿ ಸೇರಿದಂತೆ ವಿವಿಧ ಇಲಾಖೆಗಳ ಅಧಿಕಾರಿಗಳು ಉಪಸ್ಥಿತರಿದ್ದರು. <box>208 144 288 190</box>
story4-byline: ಉದಯಕಾಲ ನ್ಯೂಸ್ <box>442 278 469 283</box>
story2-text-1: ಕುಂದಗೋಳ: ತಾಲೂಕಿನ ಸ್ವಾತಂತ್ರ್ಯ ಹೋರಾಟಗಾರರ ಸ್ಮರಣಾರ್ಥ ಪುತ್ಥಳಿ ನಿರ್ಮಿಸಿ, ವೃತ್ತಕ್ಕೆ ಅವರ ಹೆಸರನ್ನು ನಾಮಕರಣ ಮಾಡಬೇಕು ಎಂದು ಒತ್ತಾಯಿಸಿ ತಹಸೀಲ್ದಾರರಿಗೆ ಮನವಿ ಸಲ್ಲಿಸಲಾಯಿತು. ದೇಶಕ್ಕಾಗಿ ಪ್ರಾಣ ತ್ಯಾಗ ಮಾಡಿದವರನ್ನು ಸ್ಮರಿಸುವುದು ನಮ್ಮ ಕರ್ತವ್ಯ. ಸ್ಥಳೀಯ ಸಂಘಟನೆಗಳ ಮುಖಂಡರು, ಗ್ರಾಮಸ್ಥರು ಪಾಲ್ಗೊಂಡಿದ್ದರು. <box>144 279 244 299</box>
top-text-col5: ವಿಜಯನಗರ (ಹೊಸಪೇಟೆ): ಜಿಲ್ಲಾ ಉಸ್ತುವಾರಿ ಸಚಿವರು ಸಾರ್ವಜನಿಕರ ಕುಂದುಕೊರತೆಗಳನ್ನು ಆಲಿಸಿ, ಅಧಿಕಾರಿಗಳು ತಕ್ಷಣವೇ ಸ್ಪಂದಿಸಿ ಪರಿಹಾರ ಒದಗಿಸಬೇಕು ಎಂದು ಸೂಚಿಸಿದರು. ಜನಸ್ಪಂದನ ಕಾರ್ಯಕ್ರಮದಲ್ಲಿ ನೂರಾರು ಅರ್ಜಿಗಳನ್ನು ಸ್ವೀಕರಿಸಲಾಯಿತು. ಸರ್ಕಾರದ ಯೋಜನೆಗಳು ಅರ್ಹ ಫಲಾನುಭವಿಗಳಿಗೆ ತಲುಪಬೇಕು, ವಿಳಂಬ ಮಾಡಬಾರದು. ಗ್ಯಾರಂಟಿ ಯೋಜನೆಗಳ ಅನುಷ್ಠಾನದಲ್ಲಿ ಯಾವುದೇ ಲೋಪ ಆಗಬಾರದು ಎಂದು ಎಚ್ಚರಿಕೆ ನೀಡಿದರು. ಜಿಲ್ಲಾಧಿಕಾರಿ, ಜಿಲ್ಲಾ ಪಂಚಾಯಿತಿ ಸಿಇಒ, ಪೊಲೀಸ್ ವರಿಷ್ಠಾಧಿಕಾರಿ ಸೇರಿದಂತೆ ವಿವಿಧ ಇಲಾಖೆಗಳ ಅಧಿಕಾರಿಗಳು ಉಪಸ್ಥಿತರಿದ್ದರು. <box>462 78 520 145</box>
story-3 <box>144 298 436 468</box>
masthead <box>0 0 600 56</box>
dam-line: ಗರಿಷ್ಠಮಟ್ಟ : 1633 ಅಡಿ <box>18 461 54 466</box>
portrait-photo <box>18 238 48 274</box>
story-4 <box>442 256 584 416</box>
bottom-text-2: ಧಾರವಾಡ: ನಮ್ಮ ಜಿಲ್ಲೆಯಲ್ಲಿ ಅನೇಕ ಐತಿಹಾಸಿಕ ಸ್ಥಳಗಳಿದ್ದು, ಅವುಗಳನ್ನು ಸ್ಮರಿಸಿ ಸಂರಕ್ಷಿಸುವುದು ಪ್ರತಿಯೊಬ್ಬರ ಜವಾಬ್ದಾರಿ ಎಂದು ಜಿಲ್ಲಾಧಿಕಾರಿ ದಿವ್ಯ ಪ್ರಭು ಹೇಳಿದರು. ಪಾರಂಪರಿಕ ನಡಿಗೆ ಕಾರ್ಯಕ್ರಮಕ್ಕೆ ಚಾಲನೆ ನೀಡಿ ಮಾತನಾಡಿದ ಅವರು, ಸ್ವಾತಂತ್ರ್ಯ ಹೋರಾಟದಲ್ಲಿ ಜಿಲ್ಲೆಯ ಕೊಡುಗೆ ಅಪಾರ. ಯುವ ಪೀಳಿಗೆಗೆ ನಮ್ಮ ಇತಿಹಾಸ ತಿಳಿಸುವ ಕೆಲಸ ಆಗಬೇಕು. ಶಾಲಾ ಕಾಲೇಜು ವಿದ್ಯಾರ್ಥಿಗಳು ಹೆಚ್ಚಿನ ಸಂಖ್ಯೆಯಲ್ಲಿ ಭಾಗವಹಿಸಿದ್ದರು. ಇತಿಹಾಸ ತಜ್ಞರು, ಪ್ರಾಧ್ಯಾಪಕರು, ಜಿಲ್ಲಾ ಮಟ್ಟದ ಅಧಿಕಾರಿಗಳು, ಸಾರ್ವಜನಿಕರು ಪಾಲ್ಗೊಂಡಿದ್ದರು. ಕಾರ್ಯಕ್ರಮದ ಅಂಗವಾಗಿ ಐತಿಹಾಸಿಕ ಸ್ಮಾರಕಗಳ ಛಾಯಾಚಿತ್ರ ಪ್ರದರ್ಶನ ಏರ್ಪಡಿಸಲಾಗಿತ್ತು. <box>86 662 162 713</box>
masthead-date: Thursday, August 15, 2024 <box>52 36 151 44</box>
ad-cell: ಶ್ರೀ ರಮೇಶ ಎಸ್. ಮತ್ತು ಶ್ರೀಮತಿ ಲಕ್ಷ್ಮೀ <box>346 633 397 689</box>
ad-col-header: ಸಾಲಗಾರರ ಹೆಸರು <box>346 625 397 633</box>
ad-cell: 22.06.2023 ರಂದು ರೂ. 8,76,543/- <box>397 633 442 689</box>
ad-cell: ₹13,50,000/- <box>505 689 544 745</box>
ad-col-header: ಇಎಂಡಿ <box>544 625 580 633</box>
story3-text-4: ಕುಂದಗೋಳ: ಪಾಲಕರು ಮಕ್ಕಳಿಗೆ ಉತ್ತಮ ಶಿಕ್ಷಣ ನೀಡುವ ಜೊತೆಗೆ ನಮ್ಮ ಸಂಸ್ಕೃತಿ, ಸಂಸ್ಕಾರವನ್ನು ಕಲಿಸಬೇಕು ಎಂದು ಎಸ್.ಎಚ್. ಹುಣಗಾರ್ ಹೇಳಿದರು. ಶಾಲೆಯಲ್ಲಿ ಹಮ್ಮಿಕೊಂಡಿದ್ದ ಸಾಂಸ್ಕೃತಿಕ ಕಾರ್ಯಕ್ರಮ ಉದ್ಘಾಟಿಸಿ ಮಾತನಾಡಿದ ಅವರು, ಮೊಬೈಲ್ ಬಳಕೆಯಿಂದ ಮಕ್ಕಳು ದಾರಿ ತಪ್ಪುತ್ತಿದ್ದಾರೆ, ಪಾಲಕರು ಎಚ್ಚರ ವಹಿಸಬೇಕು ಎಂದರು. ಶಿಕ್ಷಕರು, ಎಸ್ಡಿಎಂಸಿ ಸದಸ್ಯರು ಉಪಸ್ಥಿತರಿದ್ದರು. <box>346 313 436 338</box>
story2-text-3: ಕುಂದಗೋಳ: ತಾಲೂಕಿನ ಸ್ವಾತಂತ್ರ್ಯ ಹೋರಾಟಗಾರರ ಸ್ಮರಣಾರ್ಥ ಪುತ್ಥಳಿ ನಿರ್ಮಿಸಿ, ವೃತ್ತಕ್ಕೆ ಅವರ ಹೆಸರನ್ನು ನಾಮಕರಣ ಮಾಡಬೇಕು ಎಂದು ಒತ್ತಾಯಿಸಿ ತಹಸೀಲ್ದಾರರಿಗೆ ಮನವಿ ಸಲ್ಲಿಸಲಾಯಿತು. ದೇಶಕ್ಕಾಗಿ ಪ್ರಾಣ ತ್ಯಾಗ ಮಾಡಿದವರನ್ನು ಸ್ಮರಿಸುವುದು ನಮ್ಮ ಕರ್ತವ್ಯ. ಸ್ಥಳೀಯ ಸಂಘಟನೆಗಳ ಮುಖಂಡರು, ಗ್ರಾಮಸ್ಥರು ಪಾಲ್ಗೊಂಡಿದ್ದರು. <box>348 241 436 266</box>
story6-photo <box>324 484 436 544</box>
kannada-paper-name: ಪ್ರಾದೇಶಿಕ ನ್ಯೂಸ್ <box>431 22 481 32</box>
story4-text-2: ಕುಂದಗೋಳ: ಆಗಸ್ಟ್ 15 ರವರೆಗೆ ಪ್ರತಿಯೊಬ್ಬರ ಮನೆಯ ಮೇಲೆ ರಾಷ್ಟ್ರಧ್ವಜ ಹಾರಿಸುವ ಮೂಲಕ ದೇಶಪ್ರೇಮ ಮೆರೆಯಬೇಕು ಎಂದು ರಾಘವೇಂದ್ರರಾವ್ ಕರೆ ನೀಡಿದರು. ಹರ್ ಘರ್ ತಿರಂಗಾ ಅಭಿಯಾನದ ಅಂಗವಾಗಿ ಪಟ್ಟಣದಲ್ಲಿ ಜಾಗೃತಿ ಜಾಥಾ ನಡೆಸಲಾಯಿತು. ಅಂಚೆ ಕಚೇರಿಯಲ್ಲಿ ರಾಷ್ಟ್ರಧ್ವಜಗಳನ್ನು ಮಾರಾಟಕ್ಕೆ ಇಡಲಾಗಿದೆ. <box>442 322 584 337</box>
paper-name: UDAYAKALA <box>50 21 112 32</box>
ad-cell: ಶ್ರೀ ಮಂಜುನಾಥ ಕೆ. ಮತ್ತು ಶ್ರೀಮತಿ ಗೀತಾ <box>346 689 397 745</box>
story5-headline: ಹರ್ ಘರ್ ತಿರಂಗ; ವಾಕಥಾನ್ ಜಾಗೃತಿ <box>442 418 531 426</box>
bottom-photo-2 <box>208 594 324 658</box>
